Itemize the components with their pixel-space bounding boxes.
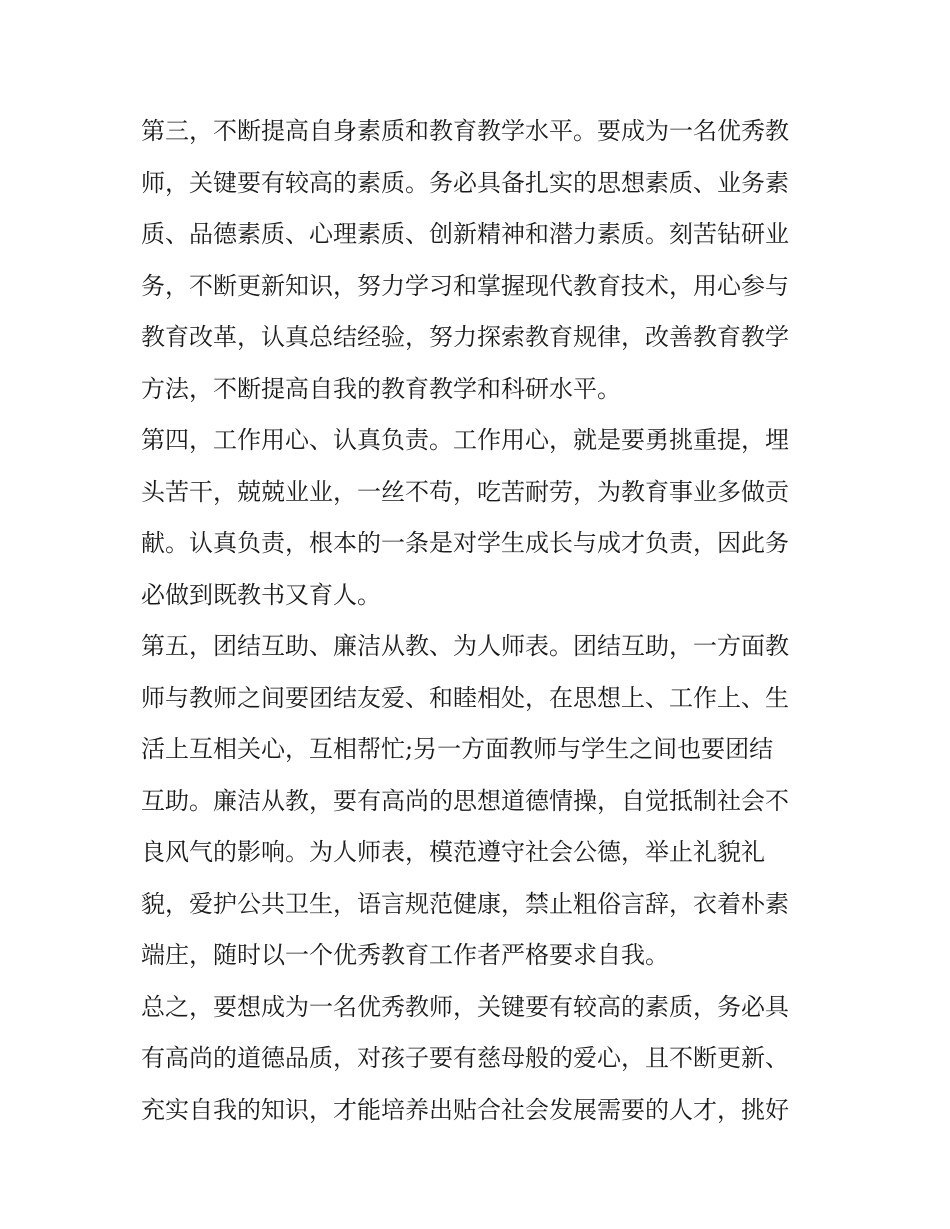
- text-line: 活上互相关心，互相帮忙;另一方面教师与学生之间也要团结: [141, 735, 774, 763]
- text-line: 总之，要想成为一名优秀教师，关键要有较高的素质，务必具: [141, 992, 789, 1021]
- text-line: 充实自我的知识，才能培养出贴合社会发展需要的人才，挑好: [141, 1095, 789, 1124]
- text-line: 头苦干，兢兢业业，一丝不苟，吃苦耐劳，为教育事业多做贡: [141, 477, 789, 506]
- text-line: 必做到既教书又育人。: [141, 580, 381, 609]
- text-line: 互助。廉洁从教，要有高尚的思想道德情操，自觉抵制社会不: [141, 786, 789, 815]
- text-line: 务，不断更新知识，努力学习和掌握现代教育技术，用心参与: [141, 271, 789, 300]
- text-line: 端庄，随时以一个优秀教育工作者严格要求自我。: [141, 941, 669, 969]
- text-line: 师，关键要有较高的素质。务必具备扎实的思想素质、业务素: [141, 168, 789, 197]
- text-line: 质、品德素质、心理素质、创新精神和潜力素质。刻苦钻研业: [141, 220, 789, 248]
- body-text: [141, 106, 813, 1136]
- text-line: 师与教师之间要团结友爱、和睦相处，在思想上、工作上、生: [141, 683, 789, 712]
- text-line: 貌，爱护公共卫生，语言规范健康，禁止粗俗言辞，衣着朴素: [141, 889, 789, 918]
- text-line: 方法，不断提高自我的教育教学和科研水平。: [141, 374, 621, 403]
- text-line: 第五，团结互助、廉洁从教、为人师表。团结互助，一方面教: [141, 632, 789, 660]
- text-line: 第四，工作用心、认真负责。工作用心，就是要勇挑重提，埋: [141, 426, 789, 454]
- text-line: 第三，不断提高自身素质和教育教学水平。要成为一名优秀教: [141, 117, 789, 145]
- text-line: 献。认真负责，根本的一条是对学生成长与成才负责，因此务: [141, 529, 789, 557]
- text-line: 良风气的影响。为人师表，模范遵守社会公德，举止礼貌礼: [141, 838, 765, 866]
- text-line: 有高尚的道德品质，对孩子要有慈母般的爱心，且不断更新、: [141, 1044, 789, 1072]
- text-line: 教育改革，认真总结经验，努力探索教育规律，改善教育教学: [141, 323, 789, 351]
